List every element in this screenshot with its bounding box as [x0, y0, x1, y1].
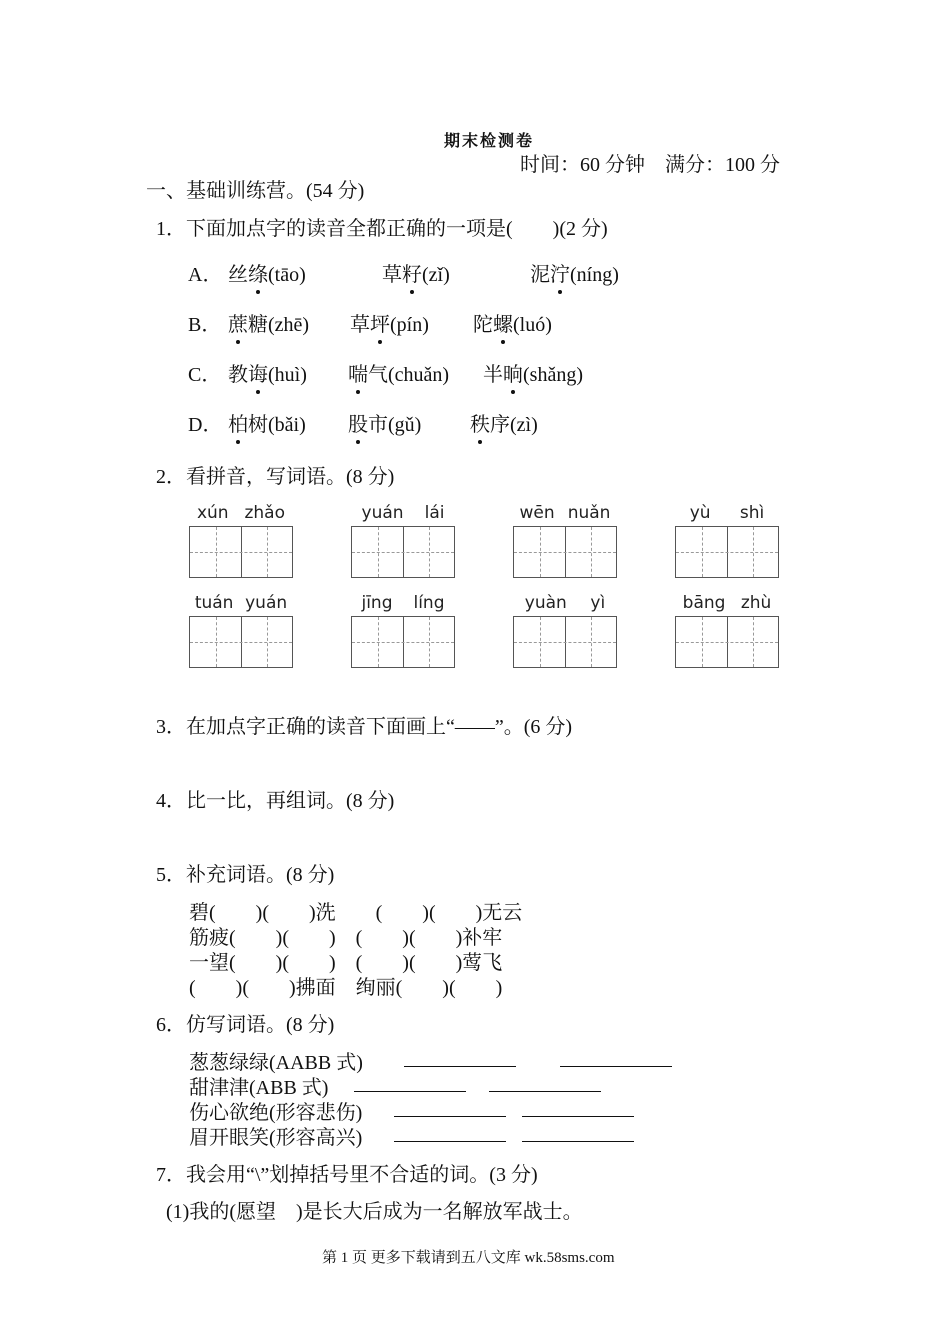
- q1-option-a: [188, 258, 222, 287]
- q1-option-a-item: 丝绦(tāo): [228, 258, 306, 287]
- q1-option-c-item: 教诲(huì): [228, 358, 307, 387]
- pinyin-label: yù shì: [689, 503, 765, 523]
- writing-grid[interactable]: [675, 616, 779, 668]
- imitate-word-prompt: 伤心欲绝(形容悲伤): [189, 1102, 363, 1124]
- imitate-word-prompt: 甜津津(ABB 式): [189, 1077, 329, 1099]
- q1-option-a-item: 泥泞(níng): [530, 258, 619, 287]
- q1-option-c-item: 半晌(shǎng): [483, 358, 583, 387]
- answer-blank[interactable]: [560, 1048, 672, 1067]
- q1-option-a-item: 草籽(zǐ): [382, 258, 450, 287]
- answer-blank[interactable]: [354, 1073, 466, 1092]
- writing-grid[interactable]: [189, 526, 293, 578]
- q1-option-d: [188, 408, 222, 437]
- option-letter: A．: [188, 264, 223, 286]
- pinyin-label: yuán lái: [361, 503, 445, 523]
- section-heading: 一、基础训练营。(54 分): [146, 180, 365, 202]
- writing-grid[interactable]: [351, 616, 455, 668]
- q1-option-c: [188, 358, 221, 387]
- imitate-word-prompt: 眉开眼笑(形容高兴): [189, 1127, 363, 1149]
- q1-option-d-item: 股市(gǔ): [348, 408, 421, 437]
- question-6-stem: 6．仿写词语。(8 分): [156, 1014, 335, 1036]
- page-footer: 第 1 页 更多下载请到五八文库 wk.58sms.com: [322, 1250, 615, 1266]
- pinyin-label: bāng zhù: [682, 593, 772, 613]
- question-5-stem: 5．补充词语。(8 分): [156, 864, 335, 886]
- question-7-stem: 7．我会用“\”划掉括号里不合适的词。(3 分): [156, 1164, 538, 1186]
- answer-blank[interactable]: [522, 1123, 634, 1142]
- q1-option-b: [188, 308, 221, 337]
- writing-grid[interactable]: [189, 616, 293, 668]
- idiom-fill-line: 一望( )( ) ( )( )莺飞: [189, 952, 503, 974]
- idiom-fill-line: ( )( )拂面 绚丽( )( ): [189, 977, 503, 999]
- q1-option-b-item: 蔗糖(zhē): [228, 308, 309, 337]
- pinyin-label: yuàn yì: [524, 593, 606, 613]
- pinyin-label: xún zhǎo: [196, 503, 286, 523]
- writing-grid[interactable]: [513, 616, 617, 668]
- option-letter: D．: [188, 414, 223, 436]
- idiom-fill-line: 筋疲( )( ) ( )( )补牢: [189, 927, 503, 949]
- imitate-word-prompt: 葱葱绿绿(AABB 式): [189, 1052, 363, 1074]
- q1-option-c-item: 喘气(chuǎn): [348, 358, 449, 387]
- q1-option-b-item: 陀螺(luó): [473, 308, 552, 337]
- exam-time-info: 时间：60 分钟 满分：100 分: [520, 154, 780, 176]
- q1-option-d-item: 秩序(zì): [470, 408, 538, 437]
- option-letter: C．: [188, 364, 222, 386]
- question-4-stem: 4．比一比，再组词。(8 分): [156, 790, 395, 812]
- pinyin-label: wēn nuǎn: [519, 503, 611, 523]
- question-1-stem: 1．下面加点字的读音全都正确的一项是( )(2 分): [156, 218, 608, 240]
- writing-grid[interactable]: [513, 526, 617, 578]
- writing-grid[interactable]: [675, 526, 779, 578]
- answer-blank[interactable]: [394, 1098, 506, 1117]
- answer-blank[interactable]: [522, 1098, 634, 1117]
- option-letter: B．: [188, 314, 222, 336]
- q1-option-b-item: 草坪(pín): [350, 308, 429, 337]
- pinyin-label: jīng líng: [361, 593, 445, 613]
- pinyin-label: tuán yuán: [194, 593, 288, 613]
- writing-grid[interactable]: [351, 526, 455, 578]
- answer-blank[interactable]: [394, 1123, 506, 1142]
- answer-blank[interactable]: [404, 1048, 516, 1067]
- question-3-stem: 3．在加点字正确的读音下面画上“——”。(6 分): [156, 716, 573, 738]
- idiom-fill-line: 碧( )( )洗 ( )( )无云: [189, 902, 523, 924]
- question-2-stem: 2．看拼音，写词语。(8 分): [156, 466, 395, 488]
- q1-option-d-item: 柏树(bǎi): [228, 408, 306, 437]
- question-7-item-1: (1)我的(愿望 )是长大后成为一名解放军战士。: [166, 1201, 583, 1223]
- answer-blank[interactable]: [489, 1073, 601, 1092]
- page-title: 期末检测卷: [444, 131, 535, 150]
